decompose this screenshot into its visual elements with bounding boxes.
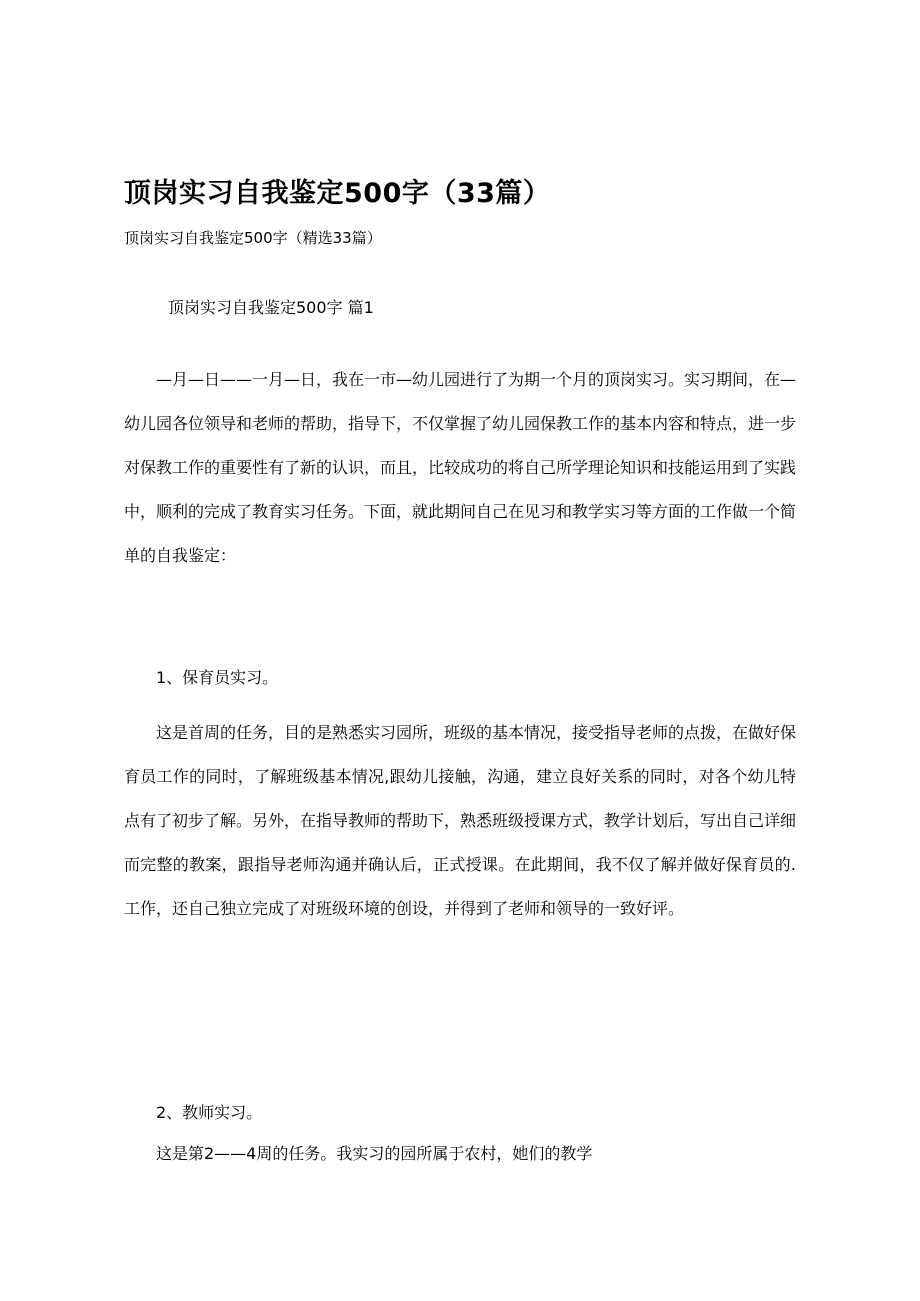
body-paragraph-5: 这是第2——4周的任务。我实习的园所属于农村，她们的教学 [156,1144,593,1163]
body-paragraph-3: 这是首周的任务，目的是熟悉实习园所，班级的基本情况，接受指导老师的点拨，在做好保育员工作的同时，了解班级基本情况,跟幼儿接触，沟通，建立良好关系的同时，对各个幼儿特点有了初步了解。另外，在指导教师的帮助下，熟悉班级授课方式，教学计划后，写出自己详细而完整的教案，跟指导老师沟通并确认后，正式授课。在此期间，我不仅了解并做好保育员的.工作，还自己独立完成了对班级环境的创设，并得到了老师和领导的一致好评。 [124,723,797,918]
body-paragraph-2: 1、保育员实习。 [156,668,279,687]
body-paragraph-4: 2、教师实习。 [156,1103,263,1122]
document-subtitle: 顶岗实习自我鉴定500字（精选33篇） [124,229,382,247]
page-title: 顶岗实习自我鉴定500字（33篇） [124,178,551,210]
body-paragraph-1: —月—日——一月—日，我在一市—幼儿园进行了为期一个月的顶岗实习。实习期间，在—幼儿园各位领导和老师的帮助，指导下，不仅掌握了幼儿园保教工作的基本内容和特点，进一步对保教工作的重要性有了新的认识，而且，比较成功的将自己所学理论知识和技能运用到了实践中，顺利的完成了教育实习任务。下面，就此期间自己在见习和教学实习等方面的工作做一个简单的自我鉴定： [124,370,797,565]
section-heading: 顶岗实习自我鉴定500字 篇1 [168,298,374,317]
